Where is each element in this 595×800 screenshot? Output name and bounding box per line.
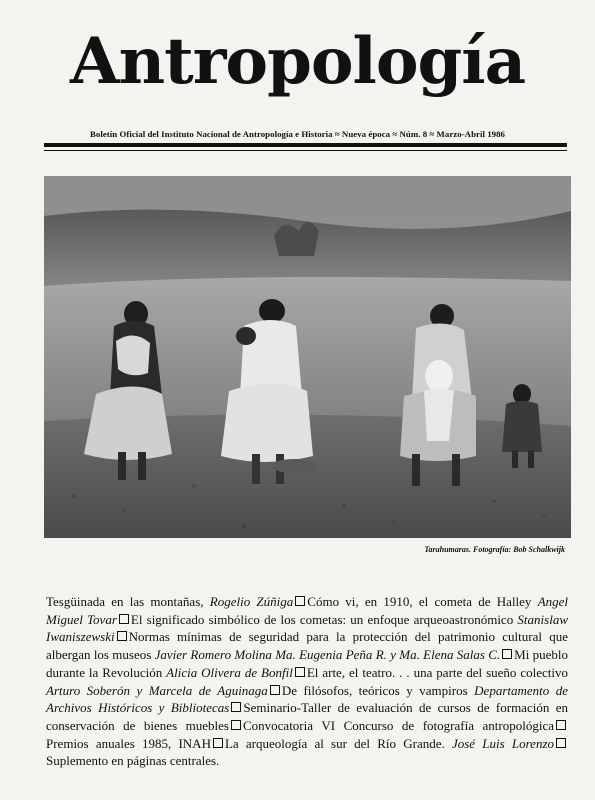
item-title: Mi pueblo durante la Revolución [46, 647, 569, 680]
item-title: Tesgüinada en las montañas, [46, 594, 204, 609]
contents-item [225, 736, 554, 751]
cover-photo [44, 176, 571, 538]
item-title: Premios anuales 1985, INAH [46, 735, 211, 751]
contents-item [46, 736, 211, 751]
masthead-rule-thick [44, 143, 567, 147]
photo-caption: Tarahumaras. Fotografía: Bob Schalkwijk [424, 545, 565, 554]
contents-item [46, 594, 293, 609]
item-author: José Luis Lorenzo [451, 735, 555, 751]
square-bullet-icon [556, 738, 566, 748]
item-title: Normas mínimas de seguridad para la protección del patrimonio cultural que albergan los museos [46, 629, 568, 663]
item-title: La arqueología al sur del Río Grande. [224, 735, 445, 751]
masthead-rule-thin [44, 150, 567, 151]
square-bullet-icon [270, 685, 280, 695]
item-title: De filósofos, teóricos y vampiros [281, 682, 468, 698]
square-bullet-icon [119, 614, 129, 624]
masthead-title: Antropología [69, 24, 526, 99]
square-bullet-icon [502, 649, 512, 659]
contents-item [243, 718, 554, 733]
masthead-subtitle: Boletín Oficial del Instituto Nacional de Antropología e Historia ≈ Nueva época ≈ Núm. 8 ≈ Marzo-Abril 1986 [89, 129, 506, 139]
contents-list [46, 593, 568, 770]
item-author: Alicia Olivera de Bonfil [166, 664, 293, 680]
square-bullet-icon [295, 596, 305, 606]
item-title: Convocatoria VI Concurso de fotografía antropológica [242, 717, 554, 733]
item-author: Javier Romero Molina Ma. Eugenia Peña R. y Ma. Elena Salas C. [154, 647, 501, 663]
item-title: El arte, el teatro. . . una parte del sueño colectivo [306, 664, 568, 680]
item-title: El significado simbólico de los cometas: un enfoque arqueoastronómico [130, 611, 514, 627]
item-author: Rogelio Zúñiga [209, 594, 294, 609]
item-title: Seminario-Taller de evaluación de cursos de formación en conservación de bienes muebles [46, 700, 568, 733]
item-author: Stanislaw Iwaniszewski [46, 611, 568, 645]
item-author: Arturo Soberón y Marcela de Aguinaga [46, 682, 268, 698]
contents-item [46, 753, 219, 768]
square-bullet-icon [295, 667, 305, 677]
item-title: Suplemento en páginas centrales. [46, 753, 220, 769]
square-bullet-icon [213, 738, 223, 748]
item-title: Cómo vi, en 1910, el cometa de Halley [307, 594, 532, 609]
item-author: Angel Miguel Tovar [46, 594, 569, 627]
square-bullet-icon [231, 720, 241, 730]
square-bullet-icon [231, 702, 241, 712]
item-author: Departamento de Archivos Históricos y Bibliotecas [46, 682, 569, 716]
square-bullet-icon [556, 720, 566, 730]
square-bullet-icon [117, 631, 127, 641]
